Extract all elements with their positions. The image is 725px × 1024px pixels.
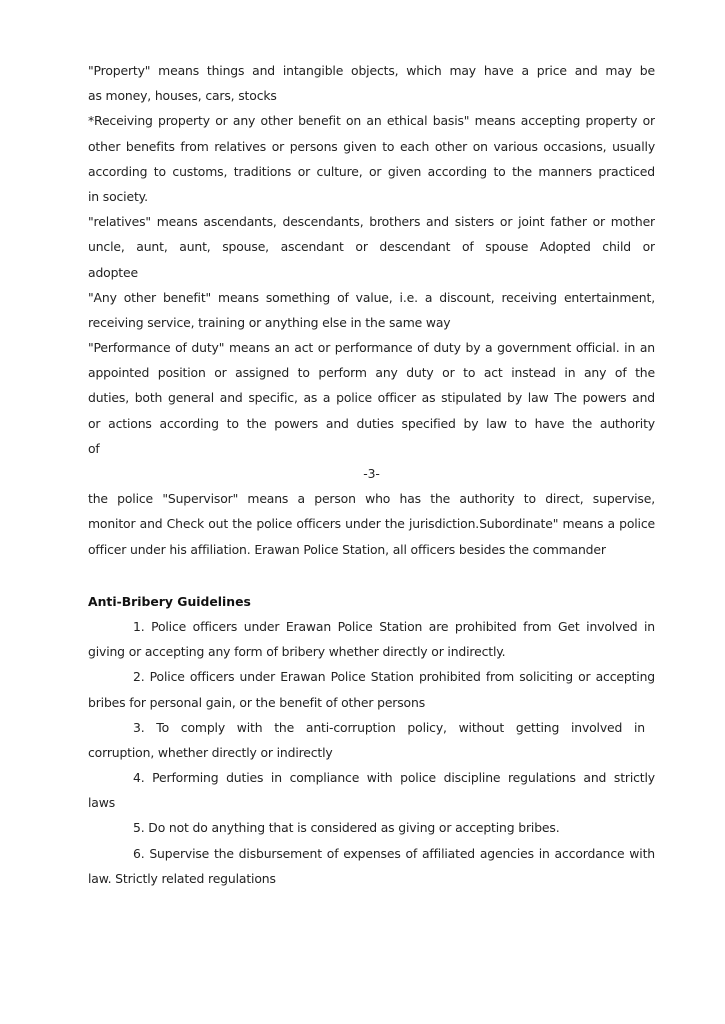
section-heading: Anti-Bribery Guidelines xyxy=(88,593,251,609)
text-line: or actions according to the powers and duties specified by law to have the authority xyxy=(88,415,655,431)
guidelines-section xyxy=(88,589,655,891)
text-line: laws xyxy=(88,795,116,811)
page-number: -3- xyxy=(363,466,380,481)
text-line: appointed position or assigned to perform any duty or to act instead in any of the xyxy=(88,365,655,381)
text-line: 2. Police officers under Erawan Police Station prohibited from soliciting or accepting xyxy=(133,669,655,685)
text-line: other benefits from relatives or persons given to each other on various occasions, usually xyxy=(88,138,655,154)
definition-performance-of-duty xyxy=(88,335,655,461)
text-line: "Performance of duty" means an act or performance of duty by a government official. in an xyxy=(88,340,655,356)
text-line: 4. Performing duties in compliance with police discipline regulations and strictly xyxy=(133,770,655,786)
definition-supervisor xyxy=(88,486,655,562)
text-line: "relatives" means ascendants, descendants, brothers and sisters or joint father or mother xyxy=(88,214,655,230)
text-line: as money, houses, cars, stocks xyxy=(88,88,277,104)
text-line: in society. xyxy=(88,188,148,204)
text-line: the police "Supervisor" means a person who has the authority to direct, supervise, xyxy=(88,491,655,507)
guideline-item-2 xyxy=(88,664,655,714)
text-line: law. Strictly related regulations xyxy=(88,870,276,886)
spacer xyxy=(88,562,655,589)
text-line: 5. Do not do anything that is considered as giving or accepting bribes. xyxy=(133,820,560,836)
text-line: uncle, aunt, aunt, spouse, ascendant or descendant of spouse Adopted child or xyxy=(88,239,655,255)
guideline-item-5 xyxy=(88,815,655,840)
text-line: corruption, whether directly or indirectly xyxy=(88,744,333,760)
document-page xyxy=(88,58,655,891)
definition-receiving-property xyxy=(88,108,655,209)
text-line: 6. Supervise the disbursement of expenses of affiliated agencies in accordance with xyxy=(133,845,655,861)
text-line: "Any other benefit" means something of value, i.e. a discount, receiving entertainment, xyxy=(88,289,655,305)
definition-relatives xyxy=(88,209,655,285)
text-line: adoptee xyxy=(88,264,138,280)
guideline-item-6 xyxy=(88,841,655,891)
guideline-item-3 xyxy=(88,715,655,765)
text-line: receiving service, training or anything else in the same way xyxy=(88,314,451,330)
definition-any-other-benefit xyxy=(88,285,655,335)
text-line: giving or accepting any form of bribery whether directly or indirectly. xyxy=(88,644,506,660)
text-line: *Receiving property or any other benefit on an ethical basis" means accepting property or xyxy=(88,113,655,129)
text-line: according to customs, traditions or culture, or given according to the manners practiced xyxy=(88,163,655,179)
text-line: duties, both general and specific, as a police officer as stipulated by law The powers and xyxy=(88,390,655,406)
definition-property xyxy=(88,58,655,108)
text-line: bribes for personal gain, or the benefit of other persons xyxy=(88,694,425,710)
text-line: 1. Police officers under Erawan Police Station are prohibited from Get involved in xyxy=(133,618,655,634)
text-line: "Property" means things and intangible objects, which may have a price and may be xyxy=(88,63,655,78)
text-line: officer under his affiliation. Erawan Police Station, all officers besides the commander xyxy=(88,541,606,557)
text-line: monitor and Check out the police officers under the jurisdiction.Subordinate" means a police xyxy=(88,516,655,532)
guideline-item-4 xyxy=(88,765,655,815)
text-line: 3. To comply with the anti-corruption policy, without getting involved in xyxy=(133,719,645,735)
text-line: of xyxy=(88,440,100,456)
guideline-item-1 xyxy=(88,614,655,664)
